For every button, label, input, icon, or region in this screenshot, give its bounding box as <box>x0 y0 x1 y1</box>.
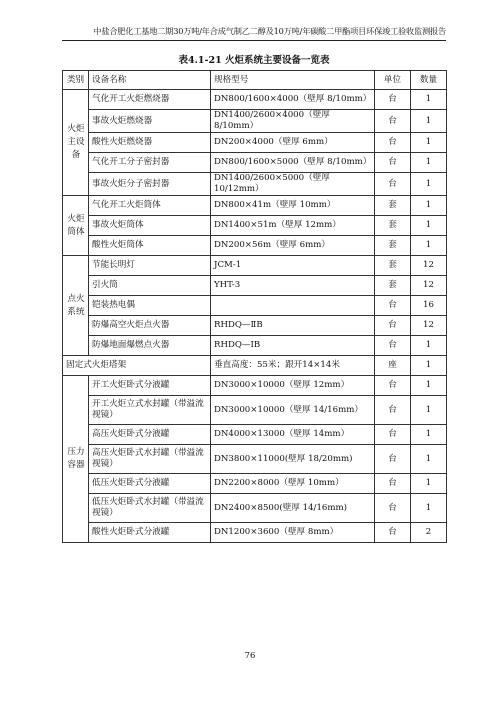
unit-cell: 台 <box>375 376 411 396</box>
unit-cell: 台 <box>375 474 411 494</box>
equipment-table <box>62 70 447 543</box>
spec-cell: RHDQ—ⅠB <box>211 336 375 356</box>
equipment-name: 低压火炬卧式水封罐（带溢流视镜） <box>89 494 211 523</box>
category-cell <box>63 256 89 356</box>
unit-cell: 台 <box>375 296 411 316</box>
spec-cell: DN4000×13000（壁厚 14mm） <box>211 425 375 445</box>
qty-cell: 1 <box>411 445 447 474</box>
table-row <box>63 216 447 236</box>
table-row <box>63 173 447 196</box>
unit-cell: 台 <box>375 110 411 133</box>
qty-cell: 1 <box>411 425 447 445</box>
unit-cell: 套 <box>375 236 411 256</box>
category-label: 火炬筒体 <box>67 213 85 237</box>
spec-cell: DN200×4000（壁厚 6mm） <box>211 133 375 153</box>
col-header-spec: 规格型号 <box>211 71 375 90</box>
unit-cell: 套 <box>375 276 411 296</box>
qty-cell: 1 <box>411 153 447 173</box>
table-header-row <box>63 71 447 90</box>
table-row <box>63 425 447 445</box>
spec-cell: DN800/1600×5000（壁厚 8/10mm） <box>211 153 375 173</box>
unit-cell: 套 <box>375 216 411 236</box>
unit-cell: 台 <box>375 523 411 543</box>
col-header-category: 类别 <box>63 71 89 90</box>
spec-cell: YHT-3 <box>211 276 375 296</box>
qty-cell: 1 <box>411 196 447 216</box>
unit-cell: 台 <box>375 316 411 336</box>
equipment-name: 气化开工火炬燃烧器 <box>89 90 211 110</box>
qty-cell: 1 <box>411 216 447 236</box>
spec-cell: DN1400/2600×4000（壁厚 8/10mm） <box>211 110 375 133</box>
spec-cell: DN2200×8000（壁厚 10mm） <box>211 474 375 494</box>
table-row <box>63 276 447 296</box>
equipment-name: 节能长明灯 <box>89 256 211 276</box>
unit-cell: 座 <box>375 356 411 376</box>
qty-cell: 1 <box>411 173 447 196</box>
page-number: 76 <box>244 651 256 661</box>
table-row <box>63 356 447 376</box>
equipment-name: 防爆高空火炬点火器 <box>89 316 211 336</box>
equipment-name: 气化开工分子密封器 <box>89 153 211 173</box>
table-row <box>63 396 447 425</box>
table-row <box>63 196 447 216</box>
equipment-name: 低压火炬卧式分液罐 <box>89 474 211 494</box>
table-row <box>63 133 447 153</box>
table-row <box>63 376 447 396</box>
equipment-name: 酸性火炬燃烧器 <box>89 133 211 153</box>
col-header-unit: 单位 <box>375 71 411 90</box>
table-row <box>63 256 447 276</box>
qty-cell: 12 <box>411 316 447 336</box>
unit-cell: 台 <box>375 396 411 425</box>
spec-cell: RHDQ—ⅡB <box>211 316 375 336</box>
category-label: 压力容器 <box>67 447 85 470</box>
spec-cell: DN200×56m（壁厚 6mm） <box>211 236 375 256</box>
table-row <box>63 336 447 356</box>
unit-cell: 台 <box>375 90 411 110</box>
table-row <box>63 110 447 133</box>
unit-cell: 台 <box>375 445 411 474</box>
unit-cell: 台 <box>375 133 411 153</box>
equipment-name: 防爆地面爆燃点火器 <box>89 336 211 356</box>
table-row <box>63 474 447 494</box>
header-rule <box>62 40 446 41</box>
equipment-name: 开工火炬立式水封罐（带溢流视镜） <box>89 396 211 425</box>
table-row <box>63 236 447 256</box>
qty-cell: 2 <box>411 523 447 543</box>
spec-cell: DN800/1600×4000（壁厚 8/10mm） <box>211 90 375 110</box>
equipment-name: 高压火炬卧式分液罐 <box>89 425 211 445</box>
equipment-name: 气化开工火炬筒体 <box>89 196 211 216</box>
unit-cell: 台 <box>375 425 411 445</box>
spec-cell: DN3000×10000（壁厚 14/16mm） <box>211 396 375 425</box>
spec-cell: DN800×41m（壁厚 10mm） <box>211 196 375 216</box>
qty-cell: 1 <box>411 376 447 396</box>
spec-cell: JCM-1 <box>211 256 375 276</box>
qty-cell: 1 <box>411 110 447 133</box>
equipment-name: 酸性火炬卧式分液罐 <box>89 523 211 543</box>
unit-cell: 台 <box>375 494 411 523</box>
category-cell <box>63 376 89 543</box>
unit-cell: 台 <box>375 153 411 173</box>
unit-cell: 台 <box>375 173 411 196</box>
table-body <box>63 90 447 543</box>
qty-cell: 12 <box>411 276 447 296</box>
spec-cell: DN3800×11000(壁厚 18/20mm) <box>211 445 375 474</box>
qty-cell: 1 <box>411 133 447 153</box>
category-cell <box>63 90 89 196</box>
equipment-name: 事故火炬筒体 <box>89 216 211 236</box>
qty-cell: 1 <box>411 396 447 425</box>
report-header: 中盐合肥化工基地二期30万吨/年合成气制乙二醇及10万吨/年碳酸二甲酯项目环保竣工验收监测报告 <box>93 26 446 36</box>
qty-cell: 1 <box>411 474 447 494</box>
spec-cell: DN2400×8500(壁厚 14/16mm) <box>211 494 375 523</box>
category-cell <box>63 196 89 256</box>
qty-cell: 1 <box>411 336 447 356</box>
qty-cell: 1 <box>411 494 447 523</box>
table-row <box>63 90 447 110</box>
spec-cell: DN1400×51m（壁厚 12mm） <box>211 216 375 236</box>
category-label: 点火系统 <box>67 293 85 317</box>
qty-cell: 12 <box>411 256 447 276</box>
unit-cell: 台 <box>375 336 411 356</box>
qty-cell: 16 <box>411 296 447 316</box>
qty-cell: 1 <box>411 90 447 110</box>
equipment-name: 高压火炬卧式水封罐（带溢流视镜） <box>89 445 211 474</box>
qty-cell: 1 <box>411 356 447 376</box>
table-row <box>63 445 447 474</box>
qty-cell: 1 <box>411 236 447 256</box>
spec-cell <box>211 296 375 316</box>
category-cell: 固定式火炬塔架 <box>63 356 211 376</box>
spec-cell: DN3000×10000（壁厚 12mm） <box>211 376 375 396</box>
equipment-name: 开工火炬卧式分液罐 <box>89 376 211 396</box>
equipment-name: 事故火炬分子密封器 <box>89 173 211 196</box>
equipment-name: 酸性火炬筒体 <box>89 236 211 256</box>
category-label: 火炬主设备 <box>67 124 85 160</box>
spec-cell: DN1400/2600×5000（壁厚 10/12mm） <box>211 173 375 196</box>
table-row <box>63 316 447 336</box>
spec-cell: 垂直高度：55米；跟开14×14米 <box>211 356 375 376</box>
table-row <box>63 296 447 316</box>
spec-cell: DN1200×3600（壁厚 8mm） <box>211 523 375 543</box>
unit-cell: 套 <box>375 196 411 216</box>
equipment-name: 引火筒 <box>89 276 211 296</box>
table-row <box>63 494 447 523</box>
equipment-name: 事故火炬燃烧器 <box>89 110 211 133</box>
table-title: 表4.1-21 火炬系统主要设备一览表 <box>178 55 330 66</box>
table-row <box>63 523 447 543</box>
col-header-name: 设备名称 <box>89 71 211 90</box>
unit-cell: 套 <box>375 256 411 276</box>
col-header-qty: 数量 <box>411 71 447 90</box>
equipment-name: 铠装热电偶 <box>89 296 211 316</box>
table-row <box>63 153 447 173</box>
